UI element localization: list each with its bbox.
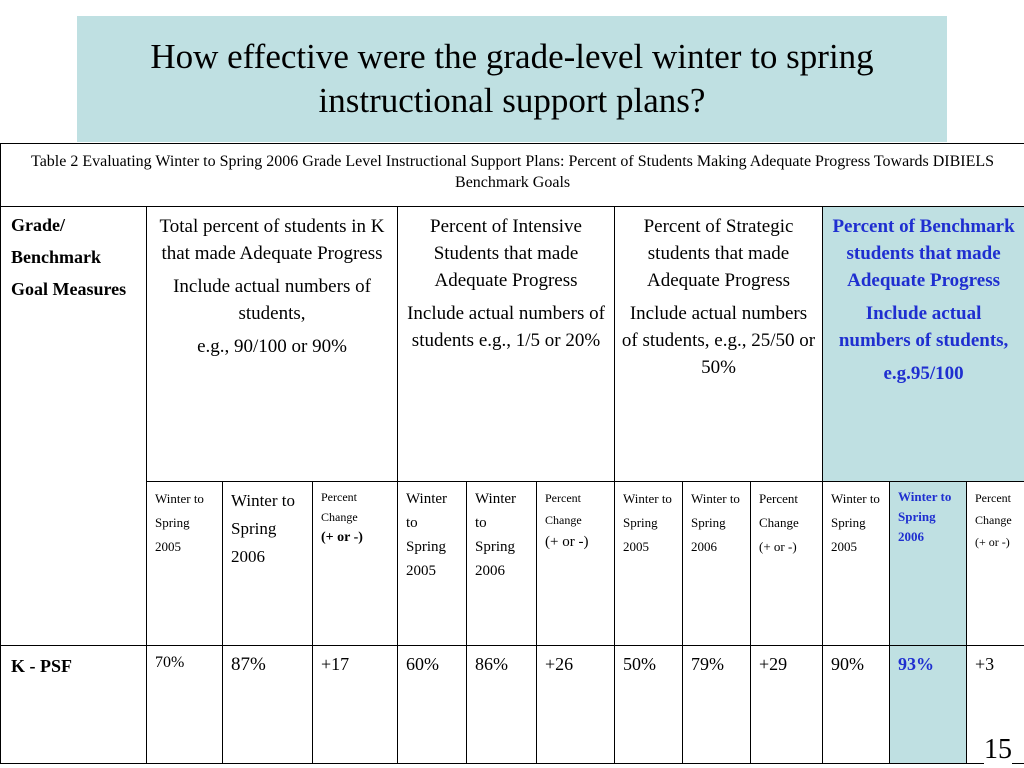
group-header-line: e.g.95/100 bbox=[883, 363, 964, 384]
page-number: 15 bbox=[984, 734, 1012, 765]
subheader-percent-change: Percent Change (+ or -) bbox=[313, 482, 398, 646]
cell-value: +17 bbox=[313, 646, 398, 764]
subheader-winter-spring-2006-highlight: Winter to Spring 2006 bbox=[890, 482, 967, 646]
group-header-line: Include actual numbers of students, e.g., 25/50 or 50% bbox=[621, 303, 816, 378]
subheader-winter-spring-2006: Winter to Spring 2006 bbox=[683, 482, 751, 646]
cell-value-highlight: 93% bbox=[890, 646, 967, 764]
table-row bbox=[1, 646, 1024, 764]
subheader-winter-spring-2005: Winter to Spring 2005 bbox=[615, 482, 683, 646]
group-header-intensive bbox=[398, 207, 615, 482]
row-header-line: Benchmark bbox=[11, 247, 101, 267]
group-header-line: Percent of Intensive Students that made Adequate Progress bbox=[430, 216, 582, 291]
cell-value: 90% bbox=[823, 646, 890, 764]
slide-title: How effective were the grade-level winter to spring instructional support plans? bbox=[150, 37, 874, 120]
group-header-line: Include actual numbers of students, bbox=[173, 276, 371, 324]
group-header-line: Percent of Strategic students that made Adequate Progress bbox=[643, 216, 794, 291]
group-header-line: Include actual numbers of students, bbox=[838, 303, 1009, 351]
row-header-line: Grade/ bbox=[11, 215, 65, 235]
row-header-cell bbox=[1, 207, 147, 646]
group-header-total bbox=[147, 207, 398, 482]
subheader-percent-change: Percent Change (+ or -) bbox=[751, 482, 823, 646]
group-header-strategic bbox=[615, 207, 823, 482]
cell-value: 50% bbox=[615, 646, 683, 764]
subheader-percent-change: Percent Change (+ or -) bbox=[537, 482, 615, 646]
cell-value: +29 bbox=[751, 646, 823, 764]
title-banner bbox=[77, 16, 947, 142]
row-header-line: Goal Measures bbox=[11, 279, 127, 299]
cell-value: 60% bbox=[398, 646, 467, 764]
table-caption: Table 2 Evaluating Winter to Spring 2006 Grade Level Instructional Support Plans: Percent of Students Making Adequate Progress Towards DIBIELS Benchmark Goals bbox=[1, 144, 1024, 207]
cell-value: 86% bbox=[467, 646, 537, 764]
group-header-line: Total percent of students in K that made Adequate Progress bbox=[159, 216, 385, 264]
evaluation-table bbox=[0, 143, 1024, 764]
cell-value: 70% bbox=[147, 646, 223, 764]
cell-value: 87% bbox=[223, 646, 313, 764]
group-header-line: e.g., 90/100 or 90% bbox=[197, 336, 347, 357]
group-header-line: Percent of Benchmark students that made Adequate Progress bbox=[832, 216, 1015, 291]
cell-value: +3 bbox=[967, 646, 1024, 764]
subheader-winter-spring-2005: Winter to Spring 2005 bbox=[147, 482, 223, 646]
cell-value: 79% bbox=[683, 646, 751, 764]
subheader-winter-spring-2006: Winter to Spring 2006 bbox=[223, 482, 313, 646]
row-label: K - PSF bbox=[1, 646, 147, 764]
subheader-percent-change: Percent Change (+ or -) bbox=[967, 482, 1024, 646]
group-header-benchmark bbox=[823, 207, 1024, 482]
subheader-winter-spring-2005: Winter to Spring 2005 bbox=[823, 482, 890, 646]
subheader-winter-spring-2006: Winter to Spring 2006 bbox=[467, 482, 537, 646]
subheader-winter-spring-2005: Winter to Spring 2005 bbox=[398, 482, 467, 646]
group-header-line: Include actual numbers of students e.g., 1/5 or 20% bbox=[407, 303, 605, 351]
cell-value: +26 bbox=[537, 646, 615, 764]
